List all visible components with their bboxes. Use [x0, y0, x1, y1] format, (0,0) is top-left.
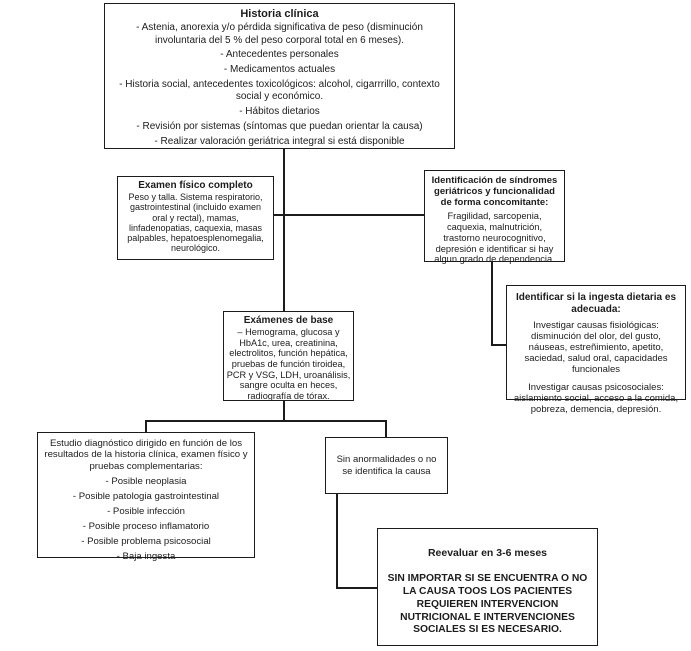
- reevaluar-box: [377, 528, 598, 646]
- examen-fisico-body: Peso y talla. Sistema respiratorio, gastrointestinal (incluido examen oral y rectal), mamas, linfadenopatias, caquexia, masas palpables, hepatoesplenomegalia, neurológico.: [127, 192, 264, 254]
- connector-examen-to-sindromes-horizontal: [273, 214, 424, 216]
- ingesta-dietaria-title: Identificar si la ingesta dietaria es adecuada:: [515, 292, 677, 315]
- estudio-diagnostico-intro: Estudio diagnóstico dirigido en función de los resultados de la historia clínica, examen físico y pruebas complementarias:: [44, 438, 248, 472]
- sindromes-geriatricos-box: [424, 170, 565, 265]
- list-item: - Posible patologia gastrointestinal: [72, 490, 220, 502]
- connector-historia-to-examenes-vertical: [283, 149, 285, 312]
- sindromes-geriatricos-title: Identificación de síndromes geriátricos y funcionalidad de forma concomitante:: [431, 175, 558, 209]
- connector-branch-left-drop: [145, 420, 147, 432]
- list-item: - Historia social, antecedentes toxicológicos: alcohol, cigarrrillo, contexto social y económico.: [119, 78, 440, 103]
- examenes-base-body: – Hemograma, glucosa y HbA1c, urea, creatinina, electrolitos, función hepática, pruebas de función tiroidea, PCR y VSG, LDH, uroanálisis, sangre oculta en heces, radiografía de tórax.: [226, 327, 351, 402]
- examenes-base-box: [223, 311, 354, 401]
- ingesta-paragraph-fisiologicas: Investigar causas fisiológicas: disminución del olor, del gusto, náuseas, estreñimiento, apetito, saciedad, salud oral, capacidades funcionales: [524, 319, 668, 376]
- list-item: - Hábitos dietarios: [239, 106, 320, 118]
- historia-clinica-title: Historia clínica: [240, 8, 319, 20]
- estudio-diagnostico-box: [37, 432, 255, 563]
- reevaluar-body: SIN IMPORTAR SI SE ENCUENTRA O NO LA CAUSA TOOS LOS PACIENTES REQUIEREN INTERVENCION NUTRICIONAL E INTERVENCIONES SOCIALES SI ES NECESARIO.: [387, 573, 588, 636]
- list-item: - Antecedentes personales: [220, 49, 339, 61]
- connector-sindromes-to-ingesta-horizontal: [491, 344, 506, 346]
- reevaluar-title: Reevaluar en 3-6 meses: [427, 547, 548, 559]
- list-item: - Posible neoplasia: [105, 475, 187, 487]
- list-item: - Baja ingesta: [116, 551, 176, 563]
- connector-branch-right-drop: [385, 420, 387, 437]
- list-item: - Revisión por sistemas (síntomas que puedan orientar la causa): [136, 120, 423, 132]
- sin-anormalidades-body: Sin anormalidades o no se identifica la causa: [336, 453, 437, 477]
- examenes-base-title: Exámenes de base: [243, 315, 334, 326]
- sindromes-geriatricos-body: Fragilidad, sarcopenia, caquexia, malnutrición, trastorno neurocognitivo, depresión e identificar si hay algun grado de dependencia.: [434, 210, 555, 265]
- list-item: - Medicamentos actuales: [223, 64, 336, 76]
- connector-sin-anormalidades-down-vertical: [336, 494, 338, 589]
- list-item: - Posible problema psicosocial: [81, 536, 211, 548]
- examen-fisico-title: Examen físico completo: [138, 180, 253, 191]
- sin-anormalidades-box: [325, 437, 448, 494]
- connector-examenes-down-stub: [283, 401, 285, 422]
- connector-branch-horizontal: [145, 420, 387, 422]
- list-item: - Posible proceso inflamatorio: [82, 521, 210, 533]
- list-item: - Astenia, anorexia y/o pérdida significativa de peso (disminución involuntaria del 5 % del peso corporal total en 6 meses).: [136, 22, 423, 46]
- examen-fisico-box: [117, 176, 274, 260]
- historia-clinica-box: [104, 3, 455, 149]
- connector-to-reevaluar-horizontal: [336, 587, 377, 589]
- list-item: - Posible infección: [107, 506, 185, 517]
- connector-sindromes-down-vertical: [491, 262, 493, 346]
- ingesta-paragraph-psicosociales: Investigar causas psicosociales: aislamiento social, acceso a la comida, pobreza, demencia, depresión.: [513, 381, 679, 416]
- list-item: - Realizar valoración geriátrica integral si está disponible: [154, 135, 405, 147]
- ingesta-dietaria-box: [506, 285, 686, 416]
